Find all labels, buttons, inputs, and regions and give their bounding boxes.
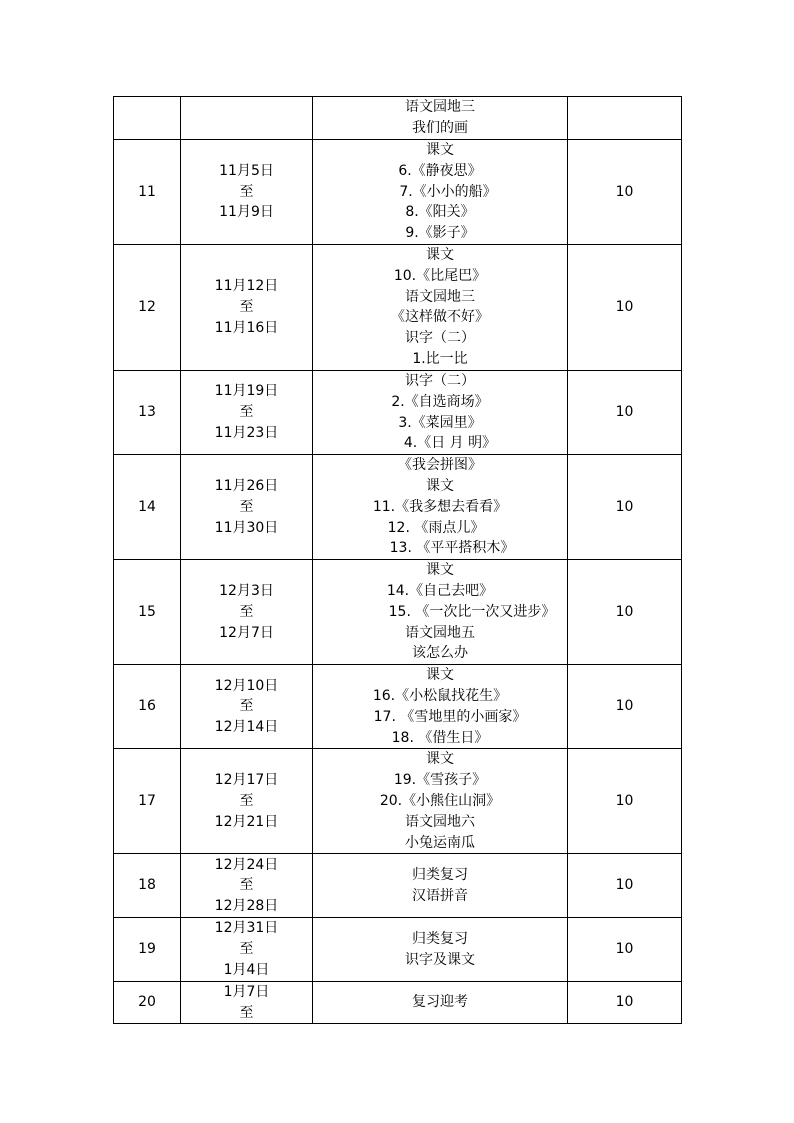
content-cell [313,854,568,918]
content-line: 8.《阳关》 [405,204,475,221]
date-start: 12月3日 [219,582,274,599]
week-cell [114,244,181,370]
week-number: 14 [138,498,156,515]
content-cell [313,370,568,454]
week-cell [114,665,181,749]
content-cell [313,918,568,981]
table-row [114,918,682,981]
table-row [114,665,682,749]
hours-cell [568,455,682,560]
hours-cell [568,665,682,749]
date-start: 12月10日 [214,677,279,694]
content-line: 19.《雪孩子》 [393,772,487,789]
date-to: 至 [239,792,254,809]
content-cell [313,981,568,1024]
content-line: 4.《日 月 明》 [403,435,497,452]
content-line: 语文园地六 [405,813,475,830]
hours-value: 10 [615,877,634,894]
date-end: 11月30日 [214,519,279,536]
content-line: 语文园地三 [405,99,475,116]
content-line: 识字（二） [405,372,475,389]
week-cell [114,749,181,854]
date-start: 12月17日 [214,772,279,789]
table-row [114,854,682,918]
week-number: 18 [138,877,156,894]
content-line: 16.《小松鼠找花生》 [372,687,508,704]
content-line: 《这样做不好》 [391,309,489,326]
table-row [114,370,682,454]
date-start: 1月7日 [223,983,270,1000]
content-line: 7.《小小的船》 [399,183,497,200]
content-line: 课文 [426,751,454,768]
hours-cell [568,97,682,140]
table-row [114,244,682,370]
content-cell [313,749,568,854]
hours-value: 10 [615,941,634,958]
week-number: 20 [138,994,156,1011]
date-to: 至 [239,183,254,200]
hours-value: 10 [615,792,634,809]
content-line: 课文 [426,562,454,579]
date-cell [181,918,313,981]
date-start: 11月12日 [214,278,279,295]
content-cell [313,665,568,749]
content-line: 识字（二） [405,330,475,347]
table-row [114,455,682,560]
hours-value: 10 [615,698,634,715]
date-to: 至 [239,1004,254,1021]
content-line: 归类复习 [412,867,468,884]
content-cell [313,560,568,665]
week-cell [114,370,181,454]
content-line: 课文 [426,667,454,684]
content-line: 3.《菜园里》 [398,414,482,431]
week-number: 19 [138,941,156,958]
date-end: 12月14日 [214,719,279,736]
date-cell [181,665,313,749]
week-number: 15 [138,603,156,620]
week-number: 13 [138,404,156,421]
date-cell [181,560,313,665]
content-line: 12. 《雨点儿》 [387,519,485,536]
week-cell [114,854,181,918]
table-row [114,140,682,245]
week-cell [114,140,181,245]
content-cell [313,455,568,560]
week-cell [114,981,181,1024]
table-row [114,560,682,665]
date-to: 至 [239,603,254,620]
content-line: 11.《我多想去看看》 [372,498,508,515]
content-line: 复习迎考 [412,994,468,1011]
date-start: 12月24日 [214,856,279,873]
date-to: 至 [239,404,254,421]
hours-value: 10 [615,299,634,316]
content-line: 课文 [426,477,454,494]
date-end: 11月9日 [219,204,274,221]
date-to: 至 [239,299,254,316]
week-cell [114,97,181,140]
date-start: 11月19日 [214,383,279,400]
date-to: 至 [239,698,254,715]
content-line: 汉语拼音 [412,887,468,904]
content-line: 语文园地三 [405,288,475,305]
date-cell [181,244,313,370]
week-cell [114,560,181,665]
content-line: 18. 《借生日》 [391,729,489,746]
content-line: 13. 《平平搭积木》 [389,540,515,557]
table-row [114,981,682,1024]
content-line: 识字及课文 [405,951,475,968]
date-end: 12月28日 [214,898,279,915]
date-cell [181,140,313,245]
date-end: 11月16日 [214,319,279,336]
hours-cell [568,918,682,981]
date-to: 至 [239,877,254,894]
schedule-table [113,96,682,1024]
content-cell [313,97,568,140]
schedule-body [114,97,682,1024]
date-start: 11月5日 [219,162,274,179]
content-line: 9.《影子》 [405,225,475,242]
content-line: 20.《小熊住山洞》 [379,792,501,809]
week-number: 16 [138,698,156,715]
date-start: 12月31日 [214,920,279,937]
date-cell [181,981,313,1024]
date-cell [181,749,313,854]
content-line: 语文园地五 [405,624,475,641]
date-end: 12月21日 [214,813,279,830]
date-to: 至 [239,941,254,958]
content-cell [313,244,568,370]
date-end: 1月4日 [223,961,270,978]
content-line: 15. 《一次比一次又进步》 [388,603,556,620]
content-line: 小兔运南瓜 [405,834,475,851]
content-line: 1.比一比 [412,351,468,368]
content-line: 10.《比尾巴》 [393,267,487,284]
date-start: 11月26日 [214,477,279,494]
content-line: 课文 [426,247,454,264]
table-row [114,97,682,140]
content-line: 2.《自选商场》 [391,393,489,410]
hours-value: 10 [615,404,634,421]
date-end: 12月7日 [219,624,274,641]
hours-cell [568,854,682,918]
week-number: 17 [138,792,156,809]
date-cell [181,455,313,560]
hours-value: 10 [615,994,634,1011]
hours-value: 10 [615,498,634,515]
content-line: 课文 [426,142,454,158]
hours-cell [568,749,682,854]
week-cell [114,918,181,981]
content-line: 6.《静夜思》 [398,162,482,179]
hours-cell [568,981,682,1024]
content-line: 17. 《雪地里的小画家》 [373,708,527,725]
hours-value: 10 [615,603,634,620]
content-line: 《我会拼图》 [398,457,482,474]
date-cell [181,370,313,454]
table-row [114,749,682,854]
hours-cell [568,370,682,454]
week-number: 12 [138,299,156,316]
week-cell [114,455,181,560]
content-line: 14.《自己去吧》 [386,582,494,599]
hours-cell [568,140,682,245]
content-cell [313,140,568,245]
date-to: 至 [239,498,254,515]
content-line: 归类复习 [412,930,468,947]
date-cell [181,97,313,140]
content-line: 我们的画 [412,120,468,136]
hours-cell [568,244,682,370]
date-end: 11月23日 [214,424,279,441]
content-line: 该怎么办 [412,645,468,662]
date-cell [181,854,313,918]
hours-value: 10 [615,183,634,200]
week-number: 11 [138,183,156,200]
